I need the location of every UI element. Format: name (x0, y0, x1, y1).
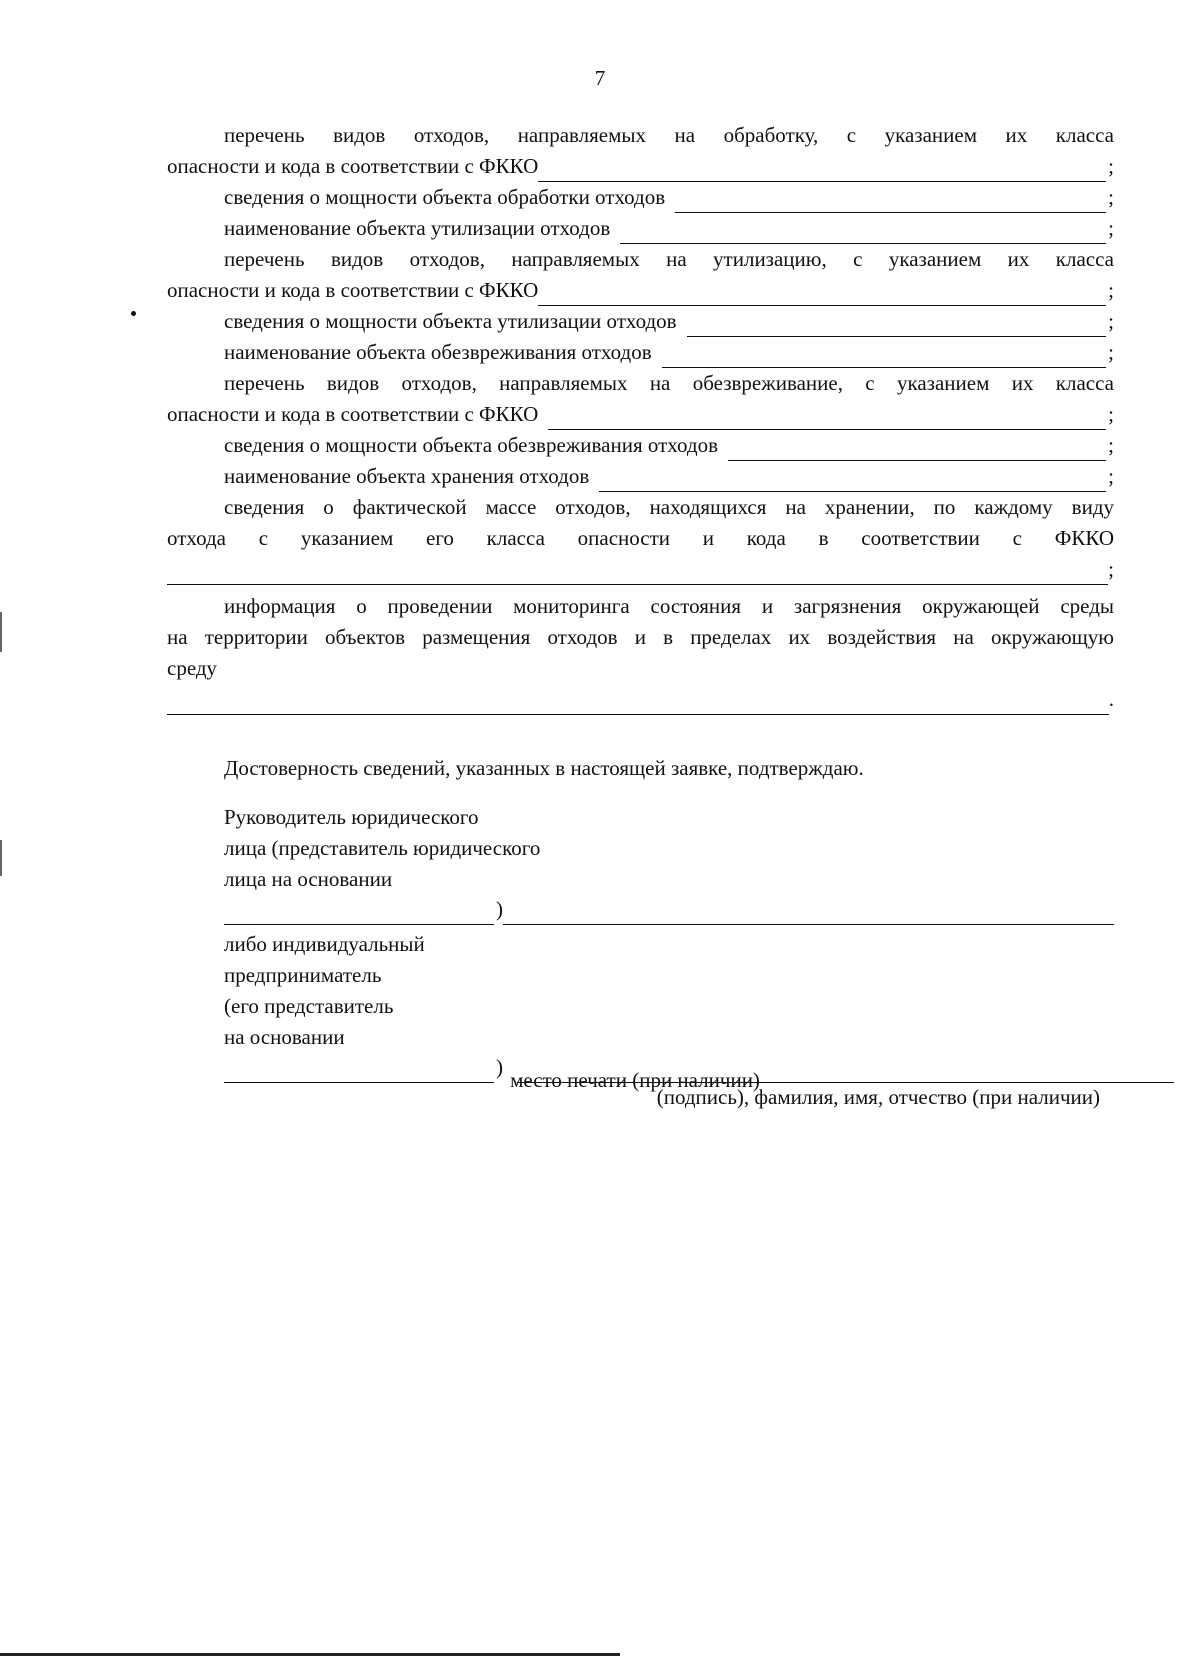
semicolon: ; (1108, 309, 1114, 333)
neutralization-capacity-input-line[interactable] (728, 438, 1106, 461)
semicolon: ; (1108, 433, 1114, 457)
scan-edge-mark (0, 840, 2, 876)
confirmation-statement: Достоверность сведений, указанных в настоящей заявке, подтверждаю. (224, 756, 864, 780)
storage-name-row (167, 461, 1114, 492)
closing-paren: ) (496, 1055, 503, 1079)
utilization-name-input-line[interactable] (620, 221, 1106, 244)
storage-name-label: наименование объекта хранения отходов (224, 464, 590, 488)
monitoring-text-end: среду (167, 656, 218, 680)
stamp-place-label: место печати (при наличии) (510, 1068, 760, 1092)
monitoring-text-cont: на территории объектов размещения отходов и в пределах их воздействия на окружающую (167, 625, 1114, 649)
neutralization-name-row (167, 337, 1114, 368)
head-signature-row (224, 895, 1114, 925)
semicolon: ; (1108, 402, 1114, 426)
neutralization-list-field-row (167, 399, 1114, 430)
period: . (1108, 687, 1114, 711)
ie-label-line: предприниматель (224, 963, 382, 987)
neutralization-list-text-cont: опасности и кода в соответствии с ФККО (167, 402, 539, 426)
processing-list-text: перечень видов отходов, направляемых на обработку, с указанием их класса (224, 123, 1114, 147)
storage-mass-field-row (167, 554, 1114, 585)
utilization-list-text: перечень видов отходов, направляемых на утилизацию, с указанием их класса (224, 247, 1114, 271)
neutralization-name-label: наименование объекта обезвреживания отходов (224, 340, 652, 364)
utilization-list-text-cont: опасности и кода в соответствии с ФККО (167, 278, 539, 302)
signature-block (167, 802, 1114, 1111)
head-label-line: лица (представитель юридического (224, 836, 541, 860)
semicolon: ; (1108, 185, 1114, 209)
neutralization-capacity-row (167, 430, 1114, 461)
spacer (167, 715, 1114, 753)
monitoring-field-row (167, 684, 1114, 715)
ie-label-line: либо индивидуальный (224, 932, 425, 956)
semicolon: ; (1108, 464, 1114, 488)
utilization-capacity-row (167, 306, 1114, 337)
ie-label-line: (его представитель (224, 994, 394, 1018)
ie-label-line: на основании (224, 1025, 345, 1049)
processing-list-field-row (167, 151, 1114, 182)
utilization-name-label: наименование объекта утилизации отходов (224, 216, 611, 240)
form-body (167, 120, 1114, 1111)
neutralization-list-text: перечень видов отходов, направляемых на обезвреживание, с указанием их класса (224, 371, 1114, 395)
semicolon: ; (1108, 216, 1114, 240)
storage-mass-input-line[interactable] (167, 562, 1108, 585)
monitoring-text: информация о проведении мониторинга состояния и загрязнения окружающей среды (224, 594, 1114, 618)
semicolon: ; (1108, 278, 1114, 302)
storage-mass-text: сведения о фактической массе отходов, находящихся на хранении, по каждому виду (224, 495, 1114, 519)
utilization-capacity-label: сведения о мощности объекта утилизации отходов (224, 309, 677, 333)
processing-capacity-label: сведения о мощности объекта обработки отходов (224, 185, 666, 209)
storage-mass-text-cont: отхода с указанием его класса опасности и кода в соответствии с ФККО (167, 526, 1114, 550)
processing-list-input-line[interactable] (538, 159, 1106, 182)
processing-list-text-cont: опасности и кода в соответствии с ФККО (167, 154, 539, 178)
semicolon: ; (1108, 154, 1114, 178)
head-basis-input-line[interactable] (224, 904, 494, 925)
neutralization-capacity-label: сведения о мощности объекта обезвреживания отходов (224, 433, 718, 457)
head-signature-input-line[interactable] (503, 904, 1114, 925)
processing-capacity-row (167, 182, 1114, 213)
utilization-list-field-row (167, 275, 1114, 306)
scan-edge-mark (0, 612, 2, 652)
head-label-line: лица на основании (224, 867, 393, 891)
storage-name-input-line[interactable] (599, 469, 1106, 492)
utilization-name-row (167, 213, 1114, 244)
spacer (167, 784, 1114, 802)
closing-paren: ) (496, 897, 503, 921)
neutralization-list-input-line[interactable] (548, 407, 1106, 430)
signature-caption: (подпись), фамилия, имя, отчество (при наличии) (656, 1085, 1100, 1109)
processing-capacity-input-line[interactable] (675, 190, 1106, 213)
utilization-capacity-input-line[interactable] (687, 314, 1107, 337)
page-number: 7 (594, 66, 606, 90)
neutralization-name-input-line[interactable] (662, 345, 1107, 368)
monitoring-input-line[interactable] (167, 692, 1109, 715)
semicolon: ; (1108, 557, 1114, 581)
head-label-line: Руководитель юридического (224, 805, 479, 829)
scan-speck (131, 311, 136, 316)
utilization-list-input-line[interactable] (538, 283, 1106, 306)
semicolon: ; (1108, 340, 1114, 364)
